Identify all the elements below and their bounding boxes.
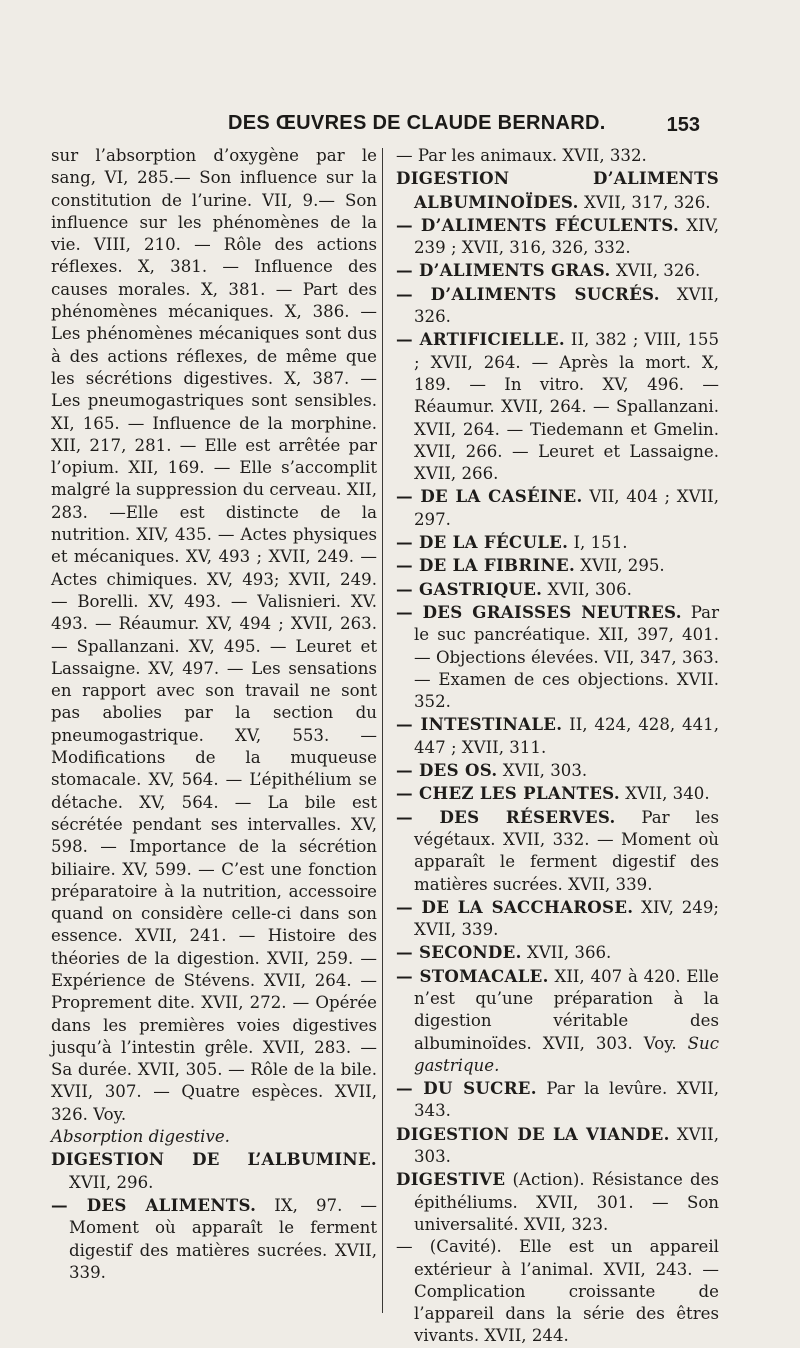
entry-text: XVII, 326. <box>610 261 701 281</box>
entry-heading: DIGESTIVE <box>396 1169 506 1190</box>
entry-text: — Par les animaux. XVII, 332. <box>396 146 647 165</box>
entry-text: XVII, 306. <box>542 579 632 599</box>
entry-heading: — DES GRAISSES NEUTRES. <box>396 601 682 622</box>
index-entry <box>51 145 377 1126</box>
entry-heading: DIGESTION DE LA VIANDE. <box>396 1123 670 1144</box>
entry-reference: Absorption digestive. <box>51 1127 230 1147</box>
index-entry <box>396 531 719 554</box>
entry-text: IX, 97. — Moment où apparaît le ferment digestif des matières sucrées. XVII, 339. <box>69 1195 377 1282</box>
entry-text: XVII, 340. <box>619 784 710 804</box>
entry-reference: Suc gastrique. <box>414 1033 719 1075</box>
entry-text: XVII, 326. <box>414 284 719 327</box>
index-entry <box>396 167 719 214</box>
entry-heading: DIGESTION D’ALIMENTS ALBUMINOÏDES. <box>396 168 719 212</box>
entry-heading: — D’ALIMENTS FÉCULENTS. <box>396 214 680 235</box>
entry-text: I, 151. <box>568 533 628 553</box>
entry-heading: — DE LA SACCHAROSE. <box>396 896 634 917</box>
index-entry <box>396 1077 719 1123</box>
entry-text: Par le suc pancréatique. XII, 397, 401. — Objections élevées. VII, 347, 363. — Examen de ces objections. XVII. 352. <box>414 602 719 712</box>
entry-heading: — STOMACALE. <box>396 965 549 986</box>
entry-text: XVII, 366. <box>521 943 612 963</box>
index-entry <box>51 1194 377 1284</box>
entry-text: XVII, 317, 326. <box>578 192 711 212</box>
index-entry <box>396 145 719 167</box>
index-entry <box>396 601 719 713</box>
entry-heading: — ARTIFICIELLE. <box>396 329 565 350</box>
entry-heading: — DES OS. <box>396 760 498 781</box>
entry-text: II, 424, 428, 441, 447 ; XVII, 311. <box>414 715 719 757</box>
right-column <box>396 145 719 1348</box>
running-header: DES ŒUVRES DE CLAUDE BERNARD. <box>228 112 606 134</box>
index-entry <box>396 806 719 896</box>
entry-heading: — INTESTINALE. <box>396 714 563 735</box>
entry-text: sur l’absorption d’oxygène par le sang, VI, 285.— Son influence sur la constitution de l’urine. VII, 9.— Son influence sur les phénomènes de la vie. VIII, 210. — Rôle des actions réflexes. X, 381. — Influence des causes morales. X, 381. — Part des phénomènes mécaniques. X, 386. —Les phénomènes mécaniques sont dus à des actions réflexes, de même que les sécrétions digestives. X, 387. — Les pneumogastriques sont sensibles. XI, 165. — Influence de la morphine. XII, 217, 281. — Elle est arrêtée par l’opium. XII, 169. — Elle s’accomplit malgré la suppression du cerveau. XII, 283. —Elle est distincte de la nutrition. XIV, 435. — Actes physiques et mécaniques. XV, 493 ; XVII, 249. — Actes chimiques. XV, 493; XVII, 249. — Borelli. XV, 493. — Valisnieri. XV. 493. — Réaumur. XV, 494 ; XVII, 263. — Spallanzani. XV, 495. — Leuret et Lassaigne. XV, 497. — Les sensations en rapport avec son travail ne sont pas abolies par la section du pneumogastrique. XV, 553. — Modifications de la muqueuse stomacale. XV, 564. — L’épithélium se détache. XV, 564. — La bile est sécrétée pendant ses intervalles. XV, 598. — Importance de la sécrétion biliaire. XV, 599. — C’est une fonction préparatoire à la nutrition, accessoire quand on considère celle-ci dans son essence. XVII, 241. — Histoire des théories de la digestion. XVII, 259. — Expérience de Stévens. XVII, 264. — Proprement dite. XVII, 272. — Opérée dans les premières voies digestives jusqu’à l’intestin grêle. XVII, 283. — Sa durée. XVII, 305. — Rôle de la bile. XVII, 307. — Quatre espèces. XVII, 326. Voy. <box>51 146 377 1124</box>
index-entry <box>396 1236 719 1347</box>
index-entry <box>396 283 719 329</box>
entry-heading: — DE LA FÉCULE. <box>396 532 569 553</box>
entry-heading: — DU SUCRE. <box>396 1078 537 1099</box>
entry-heading: — DE LA FIBRINE. <box>396 555 576 576</box>
index-entry <box>396 782 719 805</box>
entry-text: — (Cavité). Elle est un appareil extérieur à l’animal. XVII, 243. — Complication croissante de l’appareil dans la série des êtres vivants. XVII, 244. <box>396 1237 719 1346</box>
entry-text: VII, 404 ; XVII, 297. <box>414 487 719 529</box>
entry-text: Par les végétaux. XVII, 332. — Moment où apparaît le ferment digestif des matières sucrées. XVII, 339. <box>414 807 719 894</box>
entry-text: Par la levûre. XVII, 343. <box>414 1079 719 1121</box>
column-divider <box>382 148 383 1313</box>
index-entry <box>51 1126 377 1148</box>
entry-heading: — D’ALIMENTS GRAS. <box>396 260 611 281</box>
index-entry <box>396 1123 719 1169</box>
entry-text: XVII, 296. <box>69 1172 154 1192</box>
index-entry <box>51 1148 377 1194</box>
entry-text: XVII, 303. <box>414 1124 719 1167</box>
entry-text: (Action). Résistance des épithéliums. XVII, 301. — Son universalité. XVII, 323. <box>414 1170 719 1234</box>
entry-heading: DIGESTION DE L’ALBUMINE. <box>51 1149 377 1170</box>
entry-text: XIV, 239 ; XVII, 316, 326, 332. <box>414 215 719 258</box>
entry-heading: — DES RÉSERVES. <box>396 806 616 827</box>
entry-text: II, 382 ; VIII, 155 ; XVII, 264. — Après la mort. X, 189. — In vitro. XV, 496. — Réaumur. XVII, 264. — Spallanzani. XVII, 264. — Tiedemann et Gmelin. XVII, 266. — Leuret et Lassaigne. XVII, 266. <box>414 330 719 484</box>
index-entry <box>396 1168 719 1236</box>
page-number: 153 <box>666 114 700 136</box>
index-entry <box>396 259 719 282</box>
entry-heading: — DES ALIMENTS. <box>51 1194 257 1215</box>
index-entry <box>396 554 719 577</box>
index-entry <box>396 759 719 782</box>
entry-text: XVII, 303. <box>497 761 588 781</box>
entry-text: XVII, 295. <box>575 556 665 576</box>
index-entry <box>396 214 719 260</box>
left-column <box>51 145 377 1284</box>
entry-heading: — SECONDE. <box>396 942 522 963</box>
index-entry <box>396 713 719 759</box>
entry-text: XII, 407 à 420. Elle n’est qu’une préparation à la digestion véritable des albuminoïdes. XVII, 303. Voy. <box>414 966 719 1053</box>
index-entry <box>396 328 719 485</box>
entry-text: XIV, 249; XVII, 339. <box>414 897 719 940</box>
entry-heading: — GASTRIQUE. <box>396 578 543 599</box>
entry-heading: — CHEZ LES PLANTES. <box>396 783 620 804</box>
entry-heading: — DE LA CASÉINE. <box>396 486 583 507</box>
index-entry <box>396 941 719 964</box>
index-entry <box>396 896 719 942</box>
index-entry <box>396 485 719 531</box>
index-entry <box>396 965 719 1077</box>
entry-heading: — D’ALIMENTS SUCRÉS. <box>396 283 660 304</box>
index-entry <box>396 578 719 601</box>
